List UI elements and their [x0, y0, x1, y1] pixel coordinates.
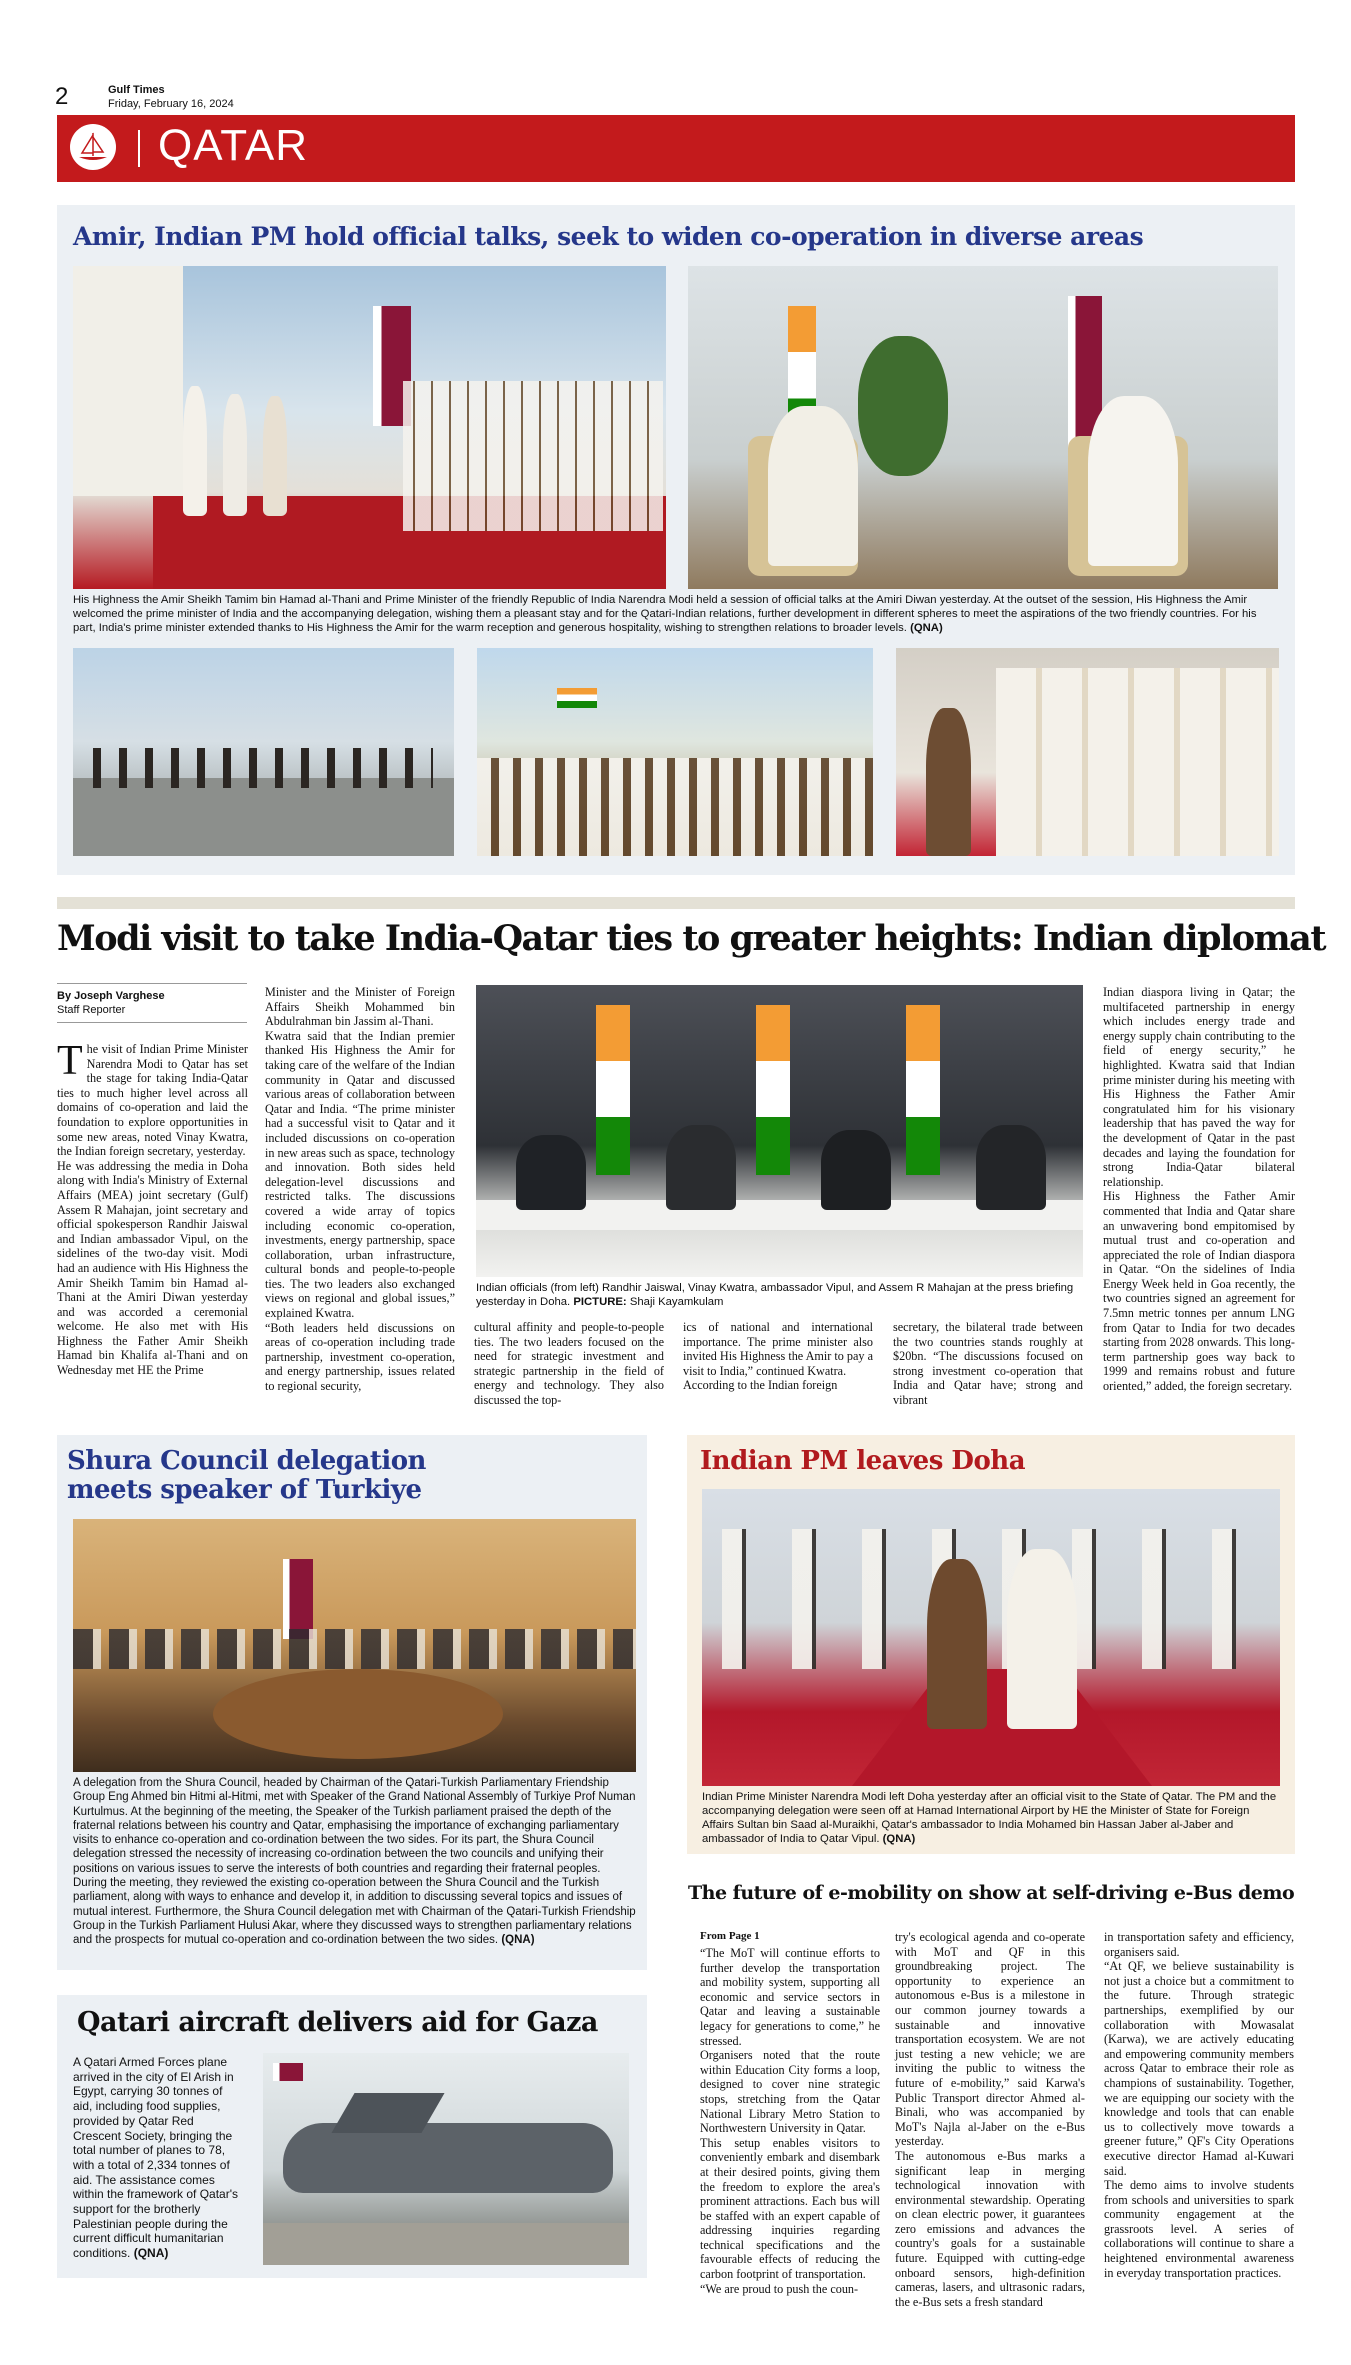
official-talks-photo[interactable]: [688, 266, 1278, 589]
from-page-label: From Page 1: [700, 1930, 760, 1942]
pm-departure-caption: Indian Prime Minister Narendra Modi left Doha yesterday after an official visit to the State of Qatar. The PM and the accompanying delegation were seen off at Hamad International Airport by HE the Minister of State for Foreign Affairs Sultan bin Saad al-Muraikhi, Qatar's ambassador to India Mohamed bin Hassan Jaber al-Jaber and ambassador of India to Qatar Vipul. (QNA): [702, 1791, 1277, 1845]
section-rule: [57, 897, 1295, 909]
main-story-column-6: Indian diaspora living in Qatar; the multifaceted partnership in energy which includes energy trade and energy supply chain contributing to the field of energy security,” he highlighted. Kwatra said that Indian prime minister during his meeting with His Highness the Father Amir congratulated him for his visionary leadership that has paved the way for the development of Qatar in the past decades and laying the foundation for strong India-Qatar bilateral relationship. His Highness the Father Amir commented that India and Qatar share an unwavering bond empitomised by mutual trust and co-operation and appreciated the role of Indian diaspora in Qatar. “On the sidelines of India Energy Week held in Goa recently, the two countries signed an agreement for 7.5mn metric tonnes per annum LNG from Qatar to India for two decades starting from 2028 onwards. This long-term partnership goes way back to 1999 and remains robust and future oriented,” added, the foreign secretary.: [1103, 985, 1295, 1394]
publication-date: Friday, February 16, 2024: [108, 98, 234, 110]
greeting-line-photo[interactable]: [896, 648, 1279, 856]
byline: By Joseph Varghese: [57, 990, 165, 1002]
main-story-column-1: The visit of Indian Prime Minister Narendra Modi to Qatar has set the stage for taking India-Qatar ties to much higher level across all domains of co-operation and laid the foundation to explore opportunities in some new areas, noted Vinay Kwatra, the Indian foreign secretary, yesterday. He was addressing the media in Doha along with India's Ministry of External Affairs (MEA) joint secretary (Gulf) Assem R Mahajan, joint secretary and official spokesperson Randhir Jaiswal and Indian ambassador Vipul, on the sidelines of the two-day visit. Modi had an audience with His Highness the Amir Sheikh Tamim bin Hamad al-Thani at the Amiri Diwan yesterday and was accorded a ceremonial welcome. He also met with His Highness the Father Amir Sheikh Hamad bin Khalifa al-Thani and on Wednesday met HE the Prime: [57, 1038, 248, 1378]
ebus-column-1: From Page 1 “The MoT will continue efforts to further develop the transportation and mobility system, supporting all economic and service sectors in Qatar and leaving a sustainable legacy for generations to come,” he stressed. Organisers noted that the route within Education City forms a loop, designed to cover nine strategic stops, stretching from the Qatar National Library Metro Station to Northwestern University in Qatar. This setup enables visitors to conveniently embark and disembark at their desired points, giving them the freedom to explore the area's prominent attractions. Each bus will be staffed with an expert capable of addressing inquiries regarding technical specifications and the favourable effects of reducing the carbon footprint of transportation. “We are proud to push the coun-: [700, 1930, 880, 2296]
main-story-column-5: secretary, the bilateral trade between the two countries stands roughly at $20bn. “The discussions focused on strong investment co-operation that India and Qatar have; strong and vibrant: [893, 1320, 1083, 1407]
gaza-headline[interactable]: Qatari aircraft delivers aid for Gaza: [77, 2007, 598, 2038]
top-story-headline[interactable]: Amir, Indian PM hold official talks, seek to widen co-operation in diverse areas: [73, 222, 1144, 251]
welcome-ceremony-photo[interactable]: [73, 266, 666, 589]
aid-aircraft-photo[interactable]: [263, 2053, 629, 2265]
shura-headline[interactable]: Shura Council delegation meets speaker of Turkiye: [67, 1446, 426, 1505]
ebus-column-3: in transportation safety and efficiency, organisers said. “At QF, we believe sustainability is not just a choice but a commitment to the future. Through strategic partnerships, exemplified by our collaboration with Mowasalat (Karwa), we are actively educating and empowering community members across Qatar to embrace their role as champions of sustainability. Together, we are equipping our society with the knowledge and tools that can enable us to collectively move towards a greener future,” QF's City Operations executive director Hamad al-Kuwari said. The demo aims to involve students from schools and universities to spark community engagement at the grassroots level. A series of collaborations will continue to share a heightened environmental awareness in everyday transportation practices.: [1104, 1930, 1294, 2280]
press-photo-caption: Indian officials (from left) Randhir Jaiswal, Vinay Kwatra, ambassador Vipul, and Assem R Mahajan at the press briefing yesterday in Doha. PICTURE: Shaji Kayamkulam: [476, 1282, 1074, 1308]
byline-rule-bottom: [57, 1022, 247, 1023]
cavalry-parade-photo[interactable]: [477, 648, 873, 856]
main-story-column-2: Minister and the Minister of Foreign Affairs Sheikh Mohammed bin Abdulrahman bin Jassim al-Thani. Kwatra said that the Indian premier thanked His Highness the Amir for taking care of the welfare of the Indian community in Qatar and discussed various areas of collaboration between Qatar and India. “The prime minister had a successful visit to Qatar and it included discussions on co-operation in new areas such as space, technology and innovation. Both sides held delegation-level discussions and restricted talks. The discussions covered a wide array of topics including economic co-operation, investments, energy partnership, space collaboration, urban infrastructure, cultural bonds and people-to-people ties. The two leaders also exchanged views on regional and global issues,” explained Kwatra. “Both leaders held discussions on areas of co-operation including trade partnership, investment co-operation, and energy partnership, issues related to regional security,: [265, 985, 455, 1394]
pm-departure-photo[interactable]: [702, 1489, 1280, 1786]
top-story-caption: His Highness the Amir Sheikh Tamim bin Hamad al-Thani and Prime Minister of the friendly Republic of India Narendra Modi held a session of official talks at the Amiri Diwan yesterday. At the outset of the session, His Highness the Amir welcomed the prime minister of India and the accompanying delegation, wishing them a pleasant stay and for the Qatari-Indian relations, further development in different spheres to meet the aspirations of the two friendly countries. For his part, India's prime minister extended thanks to His Highness the Amir for the warm reception and generous hospitality, wishing to strengthen relations to broader levels. (QNA): [73, 594, 1257, 634]
shura-caption: A delegation from the Shura Council, headed by Chairman of the Qatari-Turkish Parliamentary Friendship Group Eng Ahmed bin Hitmi al-Hitmi, met with Speaker of the Grand National Assembly of Turkiye Prof Numan Kurtulmus. At the beginning of the meeting, the Speaker of the Turkish parliament praised the depth of the fraternal relations between his country and Qatar, emphasising the importance of exchanging parliamentary visits to enhance co-operation and co-ordination between the two sides. For its part, the Shura Council delegation stressed the necessity of increasing co-ordination between the two councils and unifying their positions on various issues to serve the interests of both countries and regarding their fraternal peoples. During the meeting, they reviewed the existing co-operation between the Shura Council and the Turkish parliament, along with ways to enhance and develop it, in addition to discussing several topics and issues of mutual interest. Furthermore, the Shura Council delegation met with Chairman of the Qatari-Turkish Friendship Group in the Turkish Parliament Hulusi Akar, where they discussed ways to strengthen parliamentary relations and the prospects for mutual co-operation and co-ordination between the two sides. (QNA): [73, 1777, 636, 1947]
shura-meeting-photo[interactable]: [73, 1519, 636, 1772]
gaza-text: A Qatari Armed Forces plane arrived in the city of El Arish in Egypt, carrying 30 tonnes of aid, including food supplies, provided by Qatar Red Crescent Society, bringing the total number of planes to 78, with a total of 2,334 tonnes of aid. The assistance comes within the framework of Qatar's support for the brotherly Palestinian people during the current difficult humanitarian conditions. (QNA): [73, 2055, 239, 2261]
press-briefing-photo[interactable]: [476, 985, 1083, 1277]
byline-role: Staff Reporter: [57, 1004, 126, 1016]
byline-rule-top: [57, 983, 247, 984]
publication-name: Gulf Times: [108, 84, 165, 96]
ebus-headline[interactable]: The future of e-mobility on show at self-driving e-Bus demo: [688, 1882, 1295, 1904]
drop-cap: T: [57, 1038, 83, 1084]
main-story-headline[interactable]: Modi visit to take India-Qatar ties to greater heights: Indian diplomat: [57, 918, 1326, 959]
section-title: QATAR: [158, 121, 309, 170]
page-number: 2: [55, 83, 69, 110]
main-story-column-3: cultural affinity and people-to-people ties. The two leaders focused on the need for strategic investment and strategic partnership in the field of energy and technology. They also discussed the top-: [474, 1320, 664, 1407]
main-story-column-4: ics of national and international importance. The prime minister also invited His Highness the Amir to pay a visit to India,” continued Kwatra. According to the Indian foreign: [683, 1320, 873, 1393]
dhow-logo-icon: [70, 124, 116, 170]
banner-divider: [138, 130, 140, 167]
ebus-column-2: try's ecological agenda and co-operate with MoT and QF in this groundbreaking project. The opportunity to experience an autonomous e-Bus is a milestone in our common journey towards a sustainable and innovative transportation ecosystem. We are not just testing a new vehicle; we are inviting the public to witness the future of e-mobility,” said Karwa's Public Transport director Ahmed al-Binali, who was accompanied by MoT's Najla al-Jaber on the e-Bus yesterday. The autonomous e-Bus marks a significant leap in merging technological innovation with environmental stewardship. Operating on clean electric power, it guarantees zero emissions and advances the country's goals for a sustainable future. Equipped with cutting-edge onboard sensors, high-definition cameras, lasers, and ultrasonic radars, the e-Bus sets a fresh standard: [895, 1930, 1085, 2309]
pm-departure-headline[interactable]: Indian PM leaves Doha: [700, 1446, 1026, 1476]
horse-guard-road-photo[interactable]: [73, 648, 454, 856]
